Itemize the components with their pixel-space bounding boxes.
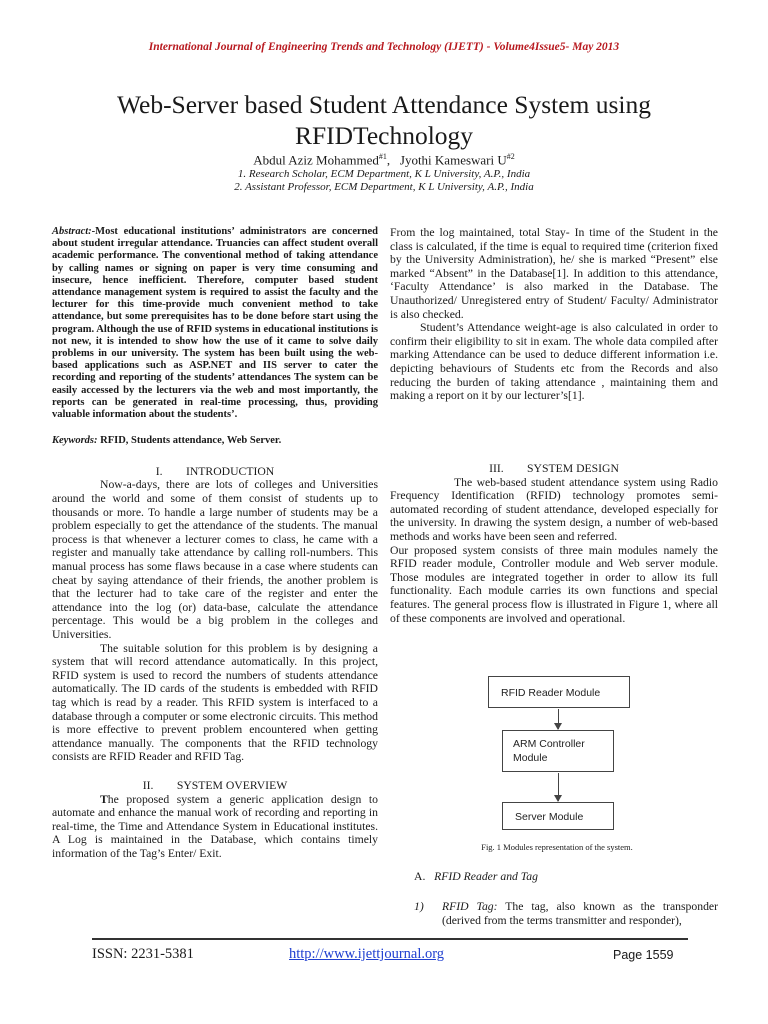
subsection-title: RFID Reader and Tag <box>434 870 538 883</box>
journal-header: International Journal of Engineering Trends and Technology (IJETT) - Volume4Issue5- May 2013 <box>148 41 620 53</box>
item-term: RFID Tag: <box>442 900 498 913</box>
subsection-label: A. <box>414 870 426 883</box>
paper-title: Web-Server based Student Attendance System using RFIDTechnology <box>116 90 652 150</box>
arm-controller-module-box <box>502 730 614 772</box>
module-diagram <box>470 672 650 832</box>
keywords <box>52 434 378 448</box>
footer-url-link[interactable]: http://www.ijettjournal.org <box>289 946 445 962</box>
author-2: Jyothi Kameswari U <box>399 152 507 168</box>
intro-paragraph-2: The suitable solution for this problem is by designing a system that will record attendance automatically. In this project, RFID system is used to record the numbers of students attendance automatically. The ID cards of the students is embedded with RFID tag which is read by a reader. This RFID system is interfaced to a database through a computer or some electronic circuits. This method is more effective to prevent problem encountered when getting attendance manually. The components that the RFID technology consists are RFID Reader and RFID Tag. <box>52 641 378 764</box>
item-number: 1) <box>414 900 424 913</box>
right-paragraph-1: From the log maintained, total Stay- In time of the Student in the class is calculated, if the time is equal to required time (criterion fixed by the University Administration), he/ she is marked “Present” else marked “Absent” in the Database[1]. In addition to this attendance, ‘Faculty Attendance’ is also marked in the Database. The Unauthorized/ Unregistered entry of Student/ Faculty/ Administrator is also checked. <box>390 226 718 321</box>
subsection-heading <box>414 870 718 884</box>
abstract <box>52 226 378 421</box>
arrow-2 <box>558 773 559 801</box>
footer-page-number: Page 1559 <box>613 948 674 962</box>
footer-rule <box>92 938 688 940</box>
server-module-box: Server Module <box>502 802 614 830</box>
keywords-label: Keywords: <box>52 435 98 447</box>
footer-issn: ISSN: 2231-5381 <box>92 946 194 962</box>
section-design-heading: III. SYSTEM DESIGN <box>489 462 619 475</box>
author-1: Abdul Aziz Mohammed <box>253 152 379 168</box>
rfid-reader-module-box: RFID Reader Module <box>488 676 630 708</box>
author-line <box>0 152 768 168</box>
arm-controller-label-line1: ARM Controller <box>513 738 585 750</box>
affiliation-2: 2. Assistant Professor, ECM Department, K L University, A.P., India <box>234 181 534 193</box>
author-separator: , <box>386 152 391 168</box>
author-1-mark: #1 <box>378 152 387 161</box>
arrow-1 <box>558 709 559 729</box>
right-column-top <box>390 226 718 403</box>
left-column <box>52 226 378 860</box>
figure-caption: Fig. 1 Modules representation of the system. <box>481 842 633 852</box>
overview-paragraph-1 <box>52 793 378 861</box>
rfid-tag-item <box>414 900 718 927</box>
section-introduction-heading: I. INTRODUCTION <box>155 464 275 478</box>
abstract-label: Abstract: <box>52 226 92 237</box>
keywords-text: RFID, Students attendance, Web Server. <box>97 435 282 447</box>
right-paragraph-2: Student’s Attendance weight-age is also calculated in order to confirm their eligibility to sit in exam. The whole data compiled after marking Attendance can be used to deduce different information i.e. depicting behaviours of Students etc from the Records and also reducing the burden of taking attendance , maintaining them and making a report on it by our lecturer’s[1]. <box>390 321 718 403</box>
design-paragraph-2: Our proposed system consists of three main modules namely the RFID reader module, Controller module and Web server module. Those modules are integrated together in order to allow its full functionality. Each module carries its own functions and special features. The general process flow is illustrated in Figure 1, where all of these components are involved and operational. <box>390 543 718 625</box>
design-paragraph-1: The web-based student attendance system using Radio Frequency Identification (RFID) technology promotes semi-automated recording of student attendance, developed especially for the university. In drawing the system design, a number of web-based methods and works have been seen and referred. <box>390 475 718 543</box>
affiliation-1: 1. Research Scholar, ECM Department, K L University, A.P., India <box>237 168 531 180</box>
drop-cap: T <box>100 792 108 806</box>
arm-controller-label-line2: Module <box>513 752 548 764</box>
intro-paragraph-1: Now-a-days, there are lots of colleges and Universities around the world and some of them consist of students up to thousands or more. To handle a large number of students may be a problem especially to get the attendance of the students. The manual process is that whenever a lecturer comes to class, he came with a register and manually take attendance by calling roll-numbers. This manual process has some flaws because in a case where students can cheat by saying attendance of their friends, the another problem is that the lecturer had to take care of the register and enter the attendance into the log (or) data-base, calculate the attendance percentage. This would be a big problem in the colleges and Universities. <box>52 478 378 641</box>
abstract-text: -Most educational institutions’ administrators are concerned about student irregular attendance. Truancies can affect student overall academic performance. The conventional method of taking attendance by calling names or signing on paper is very time consuming and insecure, hence inefficient. Therefore, computer based student attendance management system is required to assist the faculty and the lecturer for this time-provide much convenient method to take attendance, but some prerequisites has to be done before start using the program. Although the use of RFID systems in educational institutions is not new, it is intended to show how the use of it came to solve daily problems in our university. The system has been built using the web-based applications such as ASP.NET and IIS server to cater the recording and reporting of the students’ attendances The system can be easily accessed by the lecturers via the web and most importantly, the reports can be generated in real-time processing, thus, providing valuable information about the students’. <box>52 226 378 421</box>
author-2-mark: #2 <box>506 152 515 161</box>
overview-text: he proposed system a generic application design to automate and enhance the manual work of recording and reporting in real-time, the Time and Attendance System in Educational institutes. A Log is maintained in the Database, which contains timely information of the Tag’s Enter/ Exit. <box>52 792 378 860</box>
section-overview-heading: II. SYSTEM OVERVIEW <box>142 778 288 792</box>
item-text: The tag, also known as the transponder (derived from the terms transmitter and responder), <box>442 900 718 927</box>
right-column-design <box>390 462 718 625</box>
